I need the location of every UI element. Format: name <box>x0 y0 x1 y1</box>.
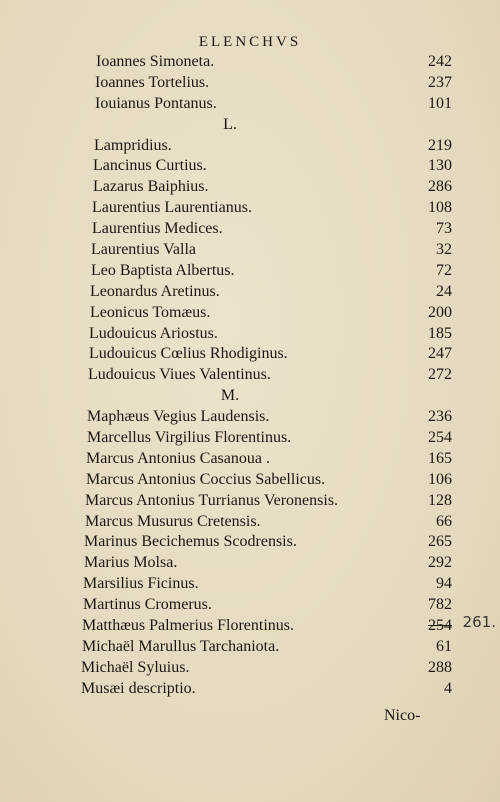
index-entry <box>0 219 500 240</box>
index-entry <box>0 532 500 553</box>
entry-page-number: 292 <box>428 554 452 572</box>
entry-page-number: 288 <box>428 658 452 676</box>
section-letter <box>0 115 500 136</box>
handwritten-correction: 261. <box>462 613 496 632</box>
entry-name: Ioannes Simoneta. <box>96 53 215 70</box>
entry-name: Michaël Marullus Tarchaniota. <box>82 637 280 655</box>
entry-page-number: 782 <box>428 596 452 614</box>
entry-name: Marcellus Virgilius Florentinus. <box>87 429 292 447</box>
index-entry <box>0 52 500 73</box>
entry-page-number: 200 <box>428 303 452 321</box>
index-entry <box>0 470 500 491</box>
entry-page-number: 128 <box>428 491 452 509</box>
entry-name: Marinus Becichemus Scodrensis. <box>84 533 297 551</box>
entry-name: Marcus Musurus Cretensis. <box>85 512 261 530</box>
entry-page-number: 242 <box>428 53 452 70</box>
index-entry <box>0 261 500 282</box>
entry-name: Leonardus Aretinus. <box>90 282 220 300</box>
index-entry <box>0 428 500 449</box>
index-entry <box>0 94 500 115</box>
entry-name: Laurentius Laurentianus. <box>92 199 252 217</box>
index-entry <box>0 679 500 700</box>
index-entry <box>0 449 500 470</box>
entry-page-number: 265 <box>428 533 452 551</box>
index-entry <box>0 177 500 198</box>
index-entry <box>0 553 500 574</box>
entry-page-number: 66 <box>436 512 452 530</box>
entry-name: Marsilius Ficinus. <box>83 575 199 593</box>
entry-name: Leonicus Tomæus. <box>90 303 211 321</box>
entry-name: Ioannes Tortelius. <box>95 73 210 91</box>
entry-page-number: 286 <box>428 178 452 196</box>
entry-name: Musæi descriptio. <box>81 679 196 697</box>
entry-page-number: 254 <box>428 617 452 635</box>
entry-page-number: 61 <box>436 637 452 655</box>
entry-name: Ludouicus Cœlius Rhodiginus. <box>89 345 288 363</box>
entry-page-number: 272 <box>428 366 452 384</box>
entry-page-number: 108 <box>428 199 452 217</box>
entry-name: Ludouicus Viues Valentinus. <box>88 366 271 384</box>
entry-name: Leo Baptista Albertus. <box>91 261 235 279</box>
index-list <box>0 52 500 700</box>
index-entry <box>0 407 500 428</box>
index-entry <box>0 156 500 177</box>
entry-name: Ludouicus Ariostus. <box>89 324 218 342</box>
entry-name: Lazarus Baiphius. <box>93 178 209 196</box>
entry-name: Michaël Syluius. <box>81 658 190 676</box>
index-entry <box>0 198 500 219</box>
entry-page-number: 219 <box>428 136 452 154</box>
index-entry <box>0 324 500 345</box>
entry-page-number: 4 <box>444 679 452 697</box>
section-letter-label: L. <box>223 115 237 133</box>
entry-page-number: 106 <box>428 470 452 488</box>
entry-name: Marius Molsa. <box>84 554 178 572</box>
entry-page-number: 72 <box>436 261 452 279</box>
entry-page-number: 24 <box>436 282 452 300</box>
index-entry <box>0 512 500 533</box>
entry-name: Maphæus Vegius Laudensis. <box>87 408 270 426</box>
index-entry <box>0 637 500 658</box>
entry-name: Laurentius Valla <box>91 241 197 259</box>
entry-page-number: 236 <box>428 408 452 426</box>
entry-name: Lancinus Curtius. <box>93 157 207 175</box>
entry-page-number: 94 <box>436 575 452 593</box>
catchword: Nico- <box>384 707 421 724</box>
entry-name: Marcus Antonius Coccius Sabellicus. <box>86 470 326 488</box>
index-entry <box>0 282 500 303</box>
section-letter-label: M. <box>220 387 240 405</box>
entry-name: Iouianus Pontanus. <box>95 94 217 112</box>
entry-name: Matthæus Palmerius Florentinus. <box>82 617 294 635</box>
section-letter <box>0 386 500 407</box>
index-entry <box>0 240 500 261</box>
entry-name: Marcus Antonius Casanoua . <box>86 449 270 467</box>
index-entry <box>0 613 500 637</box>
entry-page-number: 73 <box>436 220 452 238</box>
entry-page-number: 254 <box>428 429 452 447</box>
entry-page-number: 165 <box>428 449 452 467</box>
index-entry <box>0 73 500 94</box>
index-entry <box>0 303 500 324</box>
entry-page-number: 185 <box>428 324 452 342</box>
index-entry <box>0 365 500 386</box>
entry-name: Martinus Cromerus. <box>83 596 212 614</box>
entry-name: Marcus Antonius Turrianus Veronensis. <box>85 491 339 509</box>
entry-page-number: 247 <box>428 345 452 363</box>
entry-page-number: 101 <box>428 94 452 112</box>
index-entry <box>0 344 500 365</box>
index-entry <box>0 574 500 595</box>
running-header: ELENCHVS <box>198 34 302 50</box>
entry-name: Laurentius Medices. <box>92 220 223 238</box>
entry-page-number: 130 <box>428 157 452 175</box>
index-entry <box>0 491 500 512</box>
entry-name: Lampridius. <box>94 136 172 154</box>
entry-page-number: 32 <box>436 241 452 259</box>
index-entry <box>0 136 500 157</box>
entry-page-number: 237 <box>428 73 452 91</box>
index-entry <box>0 595 500 616</box>
index-entry <box>0 658 500 679</box>
